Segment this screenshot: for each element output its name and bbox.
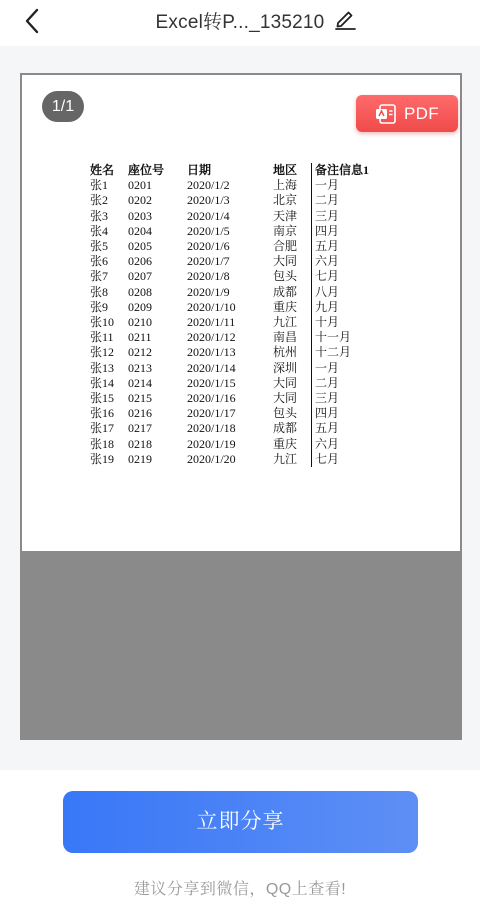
table-cell: 0208 [128,284,152,299]
table-cell: 2020/1/10 [187,299,236,314]
column-header: 姓名 [90,163,115,177]
table-cell: 2020/1/9 [187,284,230,299]
table-cell: 十二月 [312,345,376,360]
rename-button[interactable] [333,6,357,30]
table-cell: 0201 [128,178,152,193]
table-row [90,300,375,315]
document-preview[interactable] [20,73,462,740]
table-cell: 0216 [128,406,152,421]
table-row [90,330,375,345]
table-cell: 深圳 [273,360,298,375]
table-row [90,193,375,208]
table-cell: 成都 [273,284,298,299]
table-cell: 二月 [312,376,376,391]
table-cell: 2020/1/19 [187,436,236,451]
table-cell: 成都 [273,421,298,436]
table-cell: 七月 [312,452,376,467]
table-cell: 合肥 [273,239,298,254]
table-cell: 2020/1/7 [187,254,230,269]
table-cell: 2020/1/18 [187,421,236,436]
table-cell: 一月 [312,361,376,376]
table-cell: 南京 [273,223,298,238]
column-header: 日期 [187,163,212,177]
pencil-icon [333,6,357,30]
table-cell: 三月 [312,391,376,406]
table-cell: 2020/1/13 [187,345,236,360]
table-cell: 九月 [312,300,376,315]
table-cell: 2020/1/8 [187,269,230,284]
table-cell: 2020/1/5 [187,223,230,238]
table-row [90,361,375,376]
spreadsheet-table [90,163,375,467]
page-counter: 1/1 [42,91,84,122]
table-row [90,452,375,467]
table-row [90,178,375,193]
table-cell: 张7 [90,269,109,284]
pdf-file-icon [375,104,397,124]
table-row [90,391,375,406]
table-cell: 六月 [312,437,376,452]
table-cell: 0211 [128,330,152,345]
table-row [90,376,375,391]
table-cell: 0219 [128,451,152,466]
table-row [90,406,375,421]
table-cell: 张16 [90,406,115,421]
table-cell: 四月 [312,406,376,421]
table-cell: 上海 [273,178,298,193]
table-cell: 2020/1/11 [187,315,236,330]
table-cell: 五月 [312,421,376,436]
table-cell: 张9 [90,299,109,314]
table-cell: 十一月 [312,330,376,345]
table-row [90,254,375,269]
table-cell: 十月 [312,315,376,330]
table-row [90,209,375,224]
table-cell: 大同 [273,375,298,390]
table-cell: 0206 [128,254,152,269]
pdf-badge-label: PDF [404,104,439,123]
table-cell: 九江 [273,451,298,466]
table-cell: 九江 [273,315,298,330]
table-cell: 张19 [90,451,115,466]
table-cell: 0217 [128,421,152,436]
table-cell: 八月 [312,285,376,300]
table-cell: 0212 [128,345,152,360]
table-cell: 0213 [128,360,152,375]
table-cell: 2020/1/2 [187,178,230,193]
table-cell: 二月 [312,193,376,208]
file-title: Excel转P..._135210 [155,12,325,33]
table-cell: 张5 [90,239,109,254]
table-cell: 张1 [90,178,109,193]
table-cell: 2020/1/4 [187,208,230,223]
table-cell: 重庆 [273,299,298,314]
table-row [90,224,375,239]
table-cell: 张8 [90,284,109,299]
table-row [90,239,375,254]
table-cell: 张3 [90,208,109,223]
table-cell: 张10 [90,315,115,330]
table-cell: 张12 [90,345,115,360]
table-cell: 三月 [312,209,376,224]
table-cell: 五月 [312,239,376,254]
table-cell: 2020/1/12 [187,330,236,345]
table-row [90,421,375,436]
table-cell: 0204 [128,223,152,238]
table-cell: 2020/1/16 [187,391,236,406]
table-cell: 包头 [273,406,298,421]
table-row [90,437,375,452]
table-cell: 0202 [128,193,152,208]
pdf-format-badge [356,95,458,132]
table-cell: 张14 [90,375,115,390]
top-nav-bar [0,0,480,46]
table-cell: 0205 [128,239,152,254]
share-now-button[interactable]: 立即分享 [63,791,418,853]
column-header: 地区 [273,163,298,177]
table-cell: 2020/1/6 [187,239,230,254]
table-row [90,345,375,360]
table-cell: 张15 [90,391,115,406]
table-cell: 张4 [90,223,109,238]
bottom-action-bar [0,770,480,907]
table-cell: 重庆 [273,436,298,451]
table-cell: 杭州 [273,345,298,360]
table-cell: 四月 [312,224,376,239]
table-row [90,285,375,300]
pdf-page [22,75,460,551]
table-row [90,269,375,284]
table-cell: 2020/1/3 [187,193,230,208]
table-cell: 包头 [273,269,298,284]
table-body [90,178,375,467]
table-cell: 2020/1/15 [187,375,236,390]
table-cell: 张6 [90,254,109,269]
table-cell: 张13 [90,360,115,375]
share-hint-text: 建议分享到微信，QQ上查看! [133,881,347,898]
table-cell: 张2 [90,193,109,208]
table-cell: 2020/1/14 [187,360,236,375]
table-cell: 0218 [128,436,152,451]
table-cell: 2020/1/20 [187,451,236,466]
table-cell: 0215 [128,391,152,406]
table-cell: 张17 [90,421,115,436]
table-header-row [90,163,375,178]
column-header: 备注信息1 [312,163,376,178]
table-cell: 七月 [312,269,376,284]
table-cell: 六月 [312,254,376,269]
table-cell: 天津 [273,208,298,223]
table-cell: 一月 [312,178,376,193]
table-cell: 南昌 [273,330,298,345]
table-cell: 张18 [90,436,115,451]
table-row [90,315,375,330]
table-cell: 2020/1/17 [187,406,236,421]
table-cell: 0209 [128,299,152,314]
table-cell: 0210 [128,315,152,330]
table-cell: 北京 [273,193,298,208]
column-header: 座位号 [128,163,165,177]
table-cell: 大同 [273,391,298,406]
table-cell: 0214 [128,375,152,390]
table-cell: 大同 [273,254,298,269]
table-cell: 0203 [128,208,152,223]
table-cell: 张11 [90,330,114,345]
table-cell: 0207 [128,269,152,284]
